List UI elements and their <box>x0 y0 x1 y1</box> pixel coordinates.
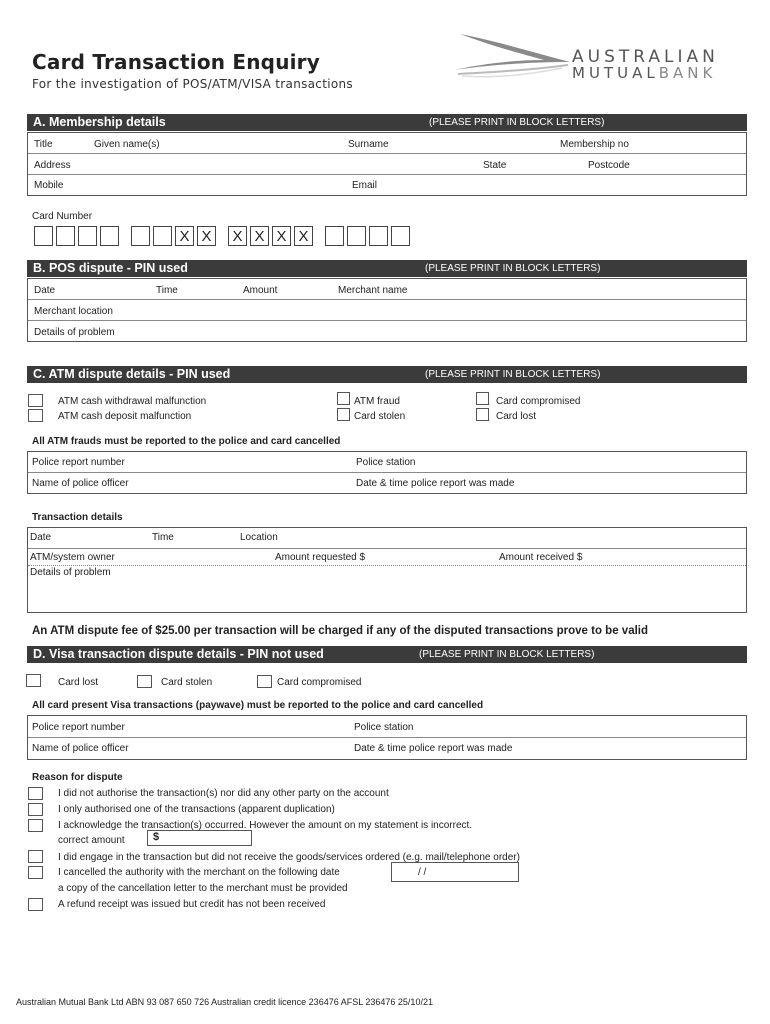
membership-row-3 <box>28 175 746 195</box>
cancellation-date-input[interactable] <box>391 862 519 882</box>
reason-6-checkbox[interactable] <box>28 898 43 911</box>
pos-amount-field[interactable]: Amount <box>243 285 278 296</box>
card-digit-box[interactable]: X <box>197 226 216 246</box>
atm-police-station-field[interactable]: Police station <box>356 457 416 468</box>
footer-text: Australian Mutual Bank Ltd ABN 93 087 650 726 Australian credit licence 236476 AFSL 236476 25/10/21 <box>16 997 433 1007</box>
pos-date-field[interactable]: Date <box>34 285 56 296</box>
card-digit-box[interactable] <box>325 226 344 246</box>
visa-card-stolen-checkbox[interactable] <box>137 675 152 688</box>
atm-deposit-checkbox[interactable] <box>28 409 43 422</box>
merchant-location-field[interactable]: Merchant location <box>34 306 113 317</box>
section-b-heading: B. POS dispute - PIN used <box>33 261 188 275</box>
correct-amount-input[interactable] <box>147 830 252 846</box>
given-names-field[interactable]: Given name(s) <box>94 139 160 150</box>
visa-police-row-2 <box>28 738 746 759</box>
section-d-print-note: (PLEASE PRINT IN BLOCK LETTERS) <box>419 649 595 660</box>
card-digit-box[interactable]: X <box>250 226 269 246</box>
date-separators: / / <box>418 867 427 878</box>
section-c-print-note: (PLEASE PRINT IN BLOCK LETTERS) <box>425 369 601 380</box>
amount-requested-field[interactable]: Amount requested $ <box>275 552 366 563</box>
txn-row-1 <box>28 528 746 549</box>
reason-5-checkbox[interactable] <box>28 866 43 879</box>
atm-card-stolen-checkbox[interactable] <box>337 408 350 421</box>
card-digit-box[interactable] <box>153 226 172 246</box>
section-a-print-note: (PLEASE PRINT IN BLOCK LETTERS) <box>429 117 605 128</box>
txn-date-field[interactable]: Date <box>30 532 52 543</box>
logo-line2 <box>572 64 716 82</box>
atm-card-stolen-label: Card stolen <box>354 411 406 422</box>
visa-police-box <box>27 715 747 760</box>
reason-4-checkbox[interactable] <box>28 850 43 863</box>
card-number-label: Card Number <box>32 211 93 222</box>
paywave-note: All card present Visa transactions (paywave) must be reported to the police and card cancelled <box>32 700 484 711</box>
reason-5-label: I cancelled the authority with the merchant on the following date <box>58 867 340 878</box>
card-digit-box[interactable] <box>369 226 388 246</box>
visa-report-datetime-field[interactable]: Date & time police report was made <box>354 743 513 754</box>
atm-card-compromised-label: Card compromised <box>496 396 581 407</box>
atm-fraud-note: All ATM frauds must be reported to the police and card cancelled <box>32 436 341 447</box>
correct-amount-label: correct amount <box>58 835 125 846</box>
visa-card-lost-label: Card lost <box>58 677 99 688</box>
card-digit-box[interactable] <box>131 226 150 246</box>
visa-police-officer-field[interactable]: Name of police officer <box>32 743 129 754</box>
txn-location-field[interactable]: Location <box>240 532 278 543</box>
txn-row-2 <box>28 549 746 566</box>
atm-police-row-2 <box>28 473 746 493</box>
logo-bank: BANK <box>658 64 717 82</box>
section-a-header <box>27 114 747 131</box>
mobile-field[interactable]: Mobile <box>34 180 64 191</box>
card-digit-box[interactable] <box>78 226 97 246</box>
section-d-heading: D. Visa transaction dispute details - PIN not used <box>33 647 324 661</box>
visa-card-compromised-checkbox[interactable] <box>257 675 272 688</box>
transaction-details-heading: Transaction details <box>32 512 123 523</box>
membership-details-box <box>27 132 747 196</box>
atm-deposit-label: ATM cash deposit malfunction <box>58 411 192 422</box>
title-field[interactable]: Title <box>34 139 53 150</box>
page-title: Card Transaction Enquiry <box>32 50 320 74</box>
txn-row-3 <box>28 566 746 612</box>
visa-card-stolen-label: Card stolen <box>161 677 213 688</box>
atm-card-compromised-checkbox[interactable] <box>476 392 489 405</box>
atm-police-officer-field[interactable]: Name of police officer <box>32 478 129 489</box>
atm-fraud-label: ATM fraud <box>354 396 400 407</box>
card-digit-box[interactable]: X <box>175 226 194 246</box>
page-subtitle: For the investigation of POS/ATM/VISA transactions <box>32 77 353 91</box>
visa-card-lost-checkbox[interactable] <box>26 674 41 687</box>
visa-police-station-field[interactable]: Police station <box>354 722 414 733</box>
postcode-field[interactable]: Postcode <box>588 160 630 171</box>
section-c-heading: C. ATM dispute details - PIN used <box>33 367 231 381</box>
atm-owner-field[interactable]: ATM/system owner <box>30 552 115 563</box>
dollar-sign: $ <box>153 831 160 843</box>
merchant-name-field[interactable]: Merchant name <box>338 285 408 296</box>
atm-report-datetime-field[interactable]: Date & time police report was made <box>356 478 515 489</box>
card-digit-box[interactable]: X <box>228 226 247 246</box>
surname-field[interactable]: Surname <box>348 139 389 150</box>
section-c-header <box>27 366 747 383</box>
card-digit-box[interactable]: X <box>272 226 291 246</box>
atm-police-row-1 <box>28 452 746 473</box>
visa-police-report-no-field[interactable]: Police report number <box>32 722 125 733</box>
atm-withdrawal-label: ATM cash withdrawal malfunction <box>58 396 207 407</box>
txn-details-field[interactable]: Details of problem <box>30 567 111 578</box>
section-b-print-note: (PLEASE PRINT IN BLOCK LETTERS) <box>425 263 601 274</box>
feather-leaf-icon <box>452 32 572 82</box>
atm-fee-note: An ATM dispute fee of $25.00 per transaction will be charged if any of the disputed transactions prove to be valid <box>32 625 649 637</box>
reason-1-checkbox[interactable] <box>28 787 43 800</box>
card-digit-box[interactable] <box>34 226 53 246</box>
section-b-header <box>27 260 747 277</box>
section-a-heading: A. Membership details <box>33 115 166 129</box>
atm-police-box <box>27 451 747 494</box>
logo-mutual: MUTUAL <box>572 64 659 82</box>
pos-details-field[interactable]: Details of problem <box>34 327 115 338</box>
section-d-header <box>27 646 747 663</box>
reason-6-label: A refund receipt was issued but credit has not been received <box>58 899 326 910</box>
amount-received-field[interactable]: Amount received $ <box>499 552 583 563</box>
atm-card-lost-label: Card lost <box>496 411 537 422</box>
reason-1-label: I did not authorise the transaction(s) nor did any other party on the account <box>58 788 389 799</box>
card-digit-box[interactable] <box>100 226 119 246</box>
pos-dispute-box <box>27 278 747 342</box>
atm-withdrawal-checkbox[interactable] <box>28 394 43 407</box>
atm-police-report-no-field[interactable]: Police report number <box>32 457 125 468</box>
address-field[interactable]: Address <box>34 160 71 171</box>
membership-row-2 <box>28 154 746 175</box>
visa-card-compromised-label: Card compromised <box>277 677 362 688</box>
pos-row-3 <box>28 321 746 341</box>
pos-time-field[interactable]: Time <box>156 285 178 296</box>
state-field[interactable]: State <box>483 160 507 171</box>
visa-police-row-1 <box>28 716 746 738</box>
membership-row-1 <box>28 133 746 154</box>
txn-time-field[interactable]: Time <box>152 532 174 543</box>
atm-fraud-checkbox[interactable] <box>337 392 350 405</box>
pos-row-1 <box>28 279 746 300</box>
pos-row-2 <box>28 300 746 321</box>
reason-2-checkbox[interactable] <box>28 803 43 816</box>
reason-3-checkbox[interactable] <box>28 819 43 832</box>
card-digit-box[interactable] <box>56 226 75 246</box>
reason-3-label: I acknowledge the transaction(s) occurred. However the amount on my statement is incorrect. <box>58 820 473 831</box>
card-digit-box[interactable] <box>347 226 366 246</box>
reason-4-label: I did engage in the transaction but did not receive the goods/services ordered (e.g. mail/telephone order) <box>58 852 520 863</box>
card-digit-box[interactable] <box>391 226 410 246</box>
card-digit-box[interactable]: X <box>294 226 313 246</box>
atm-card-lost-checkbox[interactable] <box>476 408 489 421</box>
email-field[interactable]: Email <box>352 180 378 191</box>
membership-no-field[interactable]: Membership no <box>560 139 629 150</box>
logo-line1: AUSTRALIAN <box>572 47 719 67</box>
reason-5b-label: a copy of the cancellation letter to the merchant must be provided <box>58 883 348 894</box>
reason-heading: Reason for dispute <box>32 772 123 783</box>
transaction-details-box <box>27 527 747 613</box>
reason-2-label: I only authorised one of the transactions (apparent duplication) <box>58 804 335 815</box>
